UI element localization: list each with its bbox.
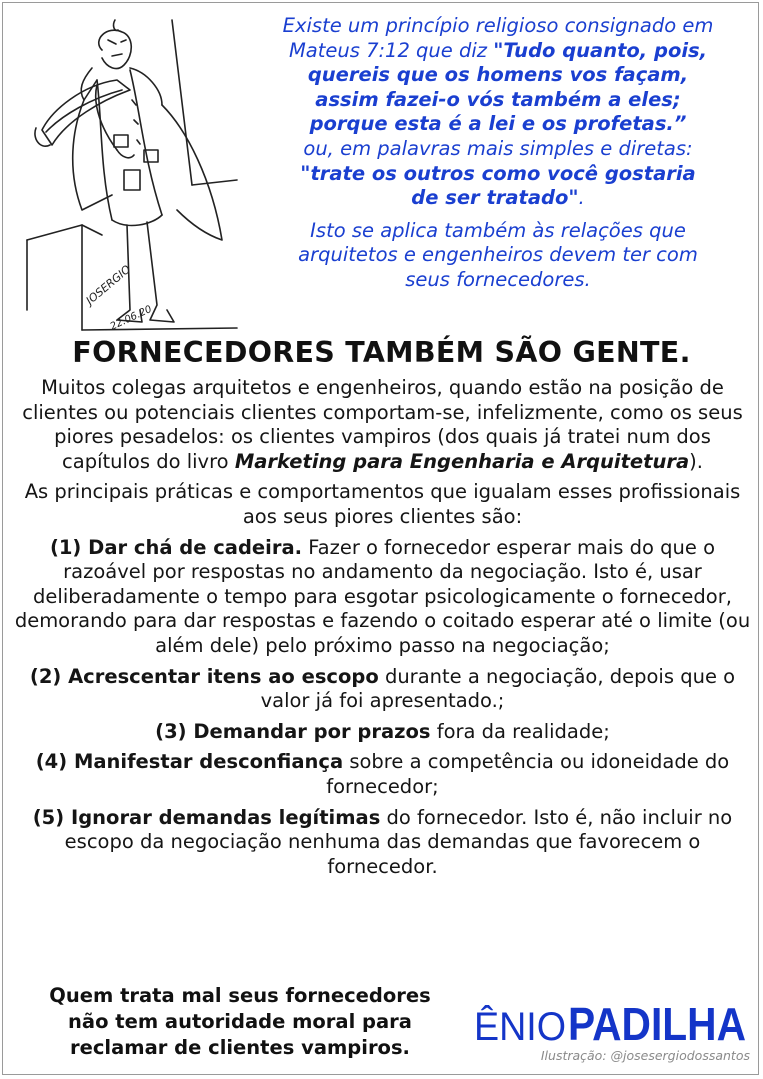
paragraph-intro: Muitos colegas arquitetos e engenheiros, quando estão na posição de clientes ou potenciais clientes comportam-se, infelizmente, como os seus piores pesadelos: os clientes vampiros (dos quais já tratei num dos capítulos do livro Marketing para Engenharia e Arquitetura).: [22, 376, 743, 473]
enio-padilha-logo: [470, 990, 750, 1052]
logo-part-2: PADILHA: [568, 998, 746, 1050]
quote-line-2: assim fazei-o vós também a eles;: [315, 87, 681, 111]
closing-statement: [10, 983, 470, 1061]
intro-block: [240, 14, 756, 293]
list-item: (4) Manifestar desconfiança sobre a competência ou idoneidade do fornecedor;: [35, 750, 730, 798]
intro-line-2-quote: "Tudo quanto, pois,: [493, 38, 708, 62]
intro-line-2: [240, 39, 756, 64]
quote-line-3: porque esta é a lei e os profetas.”: [309, 112, 687, 136]
quote-line-1: quereis que os homens vos façam,: [307, 63, 689, 87]
article-body: [14, 376, 751, 885]
illustration-date: 22.06.20: [108, 303, 154, 333]
logo-part-1: ÊNIO: [474, 1005, 572, 1049]
book-title: Marketing para Engenharia e Arquitetura: [234, 449, 690, 473]
applies-line-3: seus fornecedores.: [405, 267, 591, 291]
vampire-illustration: [22, 10, 242, 340]
applies-line-1: Isto se aplica também às relações que: [310, 218, 686, 242]
illustration-credit: Ilustração: @josesergiodossantos: [540, 1048, 750, 1063]
list-item: (3) Demandar por prazos fora da realidade;: [155, 719, 610, 743]
list-item: (5) Ignorar demandas legítimas do fornecedor. Isto é, não incluir no escopo da negociação nenhuma das demandas que favorecem o fornecedor.: [32, 805, 733, 878]
closing-line-2: não tem autoridade moral para: [68, 1010, 412, 1033]
page-title: FORNECEDORES TAMBÉM SÃO GENTE.: [72, 336, 691, 369]
applies-line-2: arquitetos e engenheiros devem ter com: [298, 243, 698, 267]
intro-line-1: Existe um princípio religioso consignado em: [282, 14, 714, 37]
intro-line-2-plain: Mateus 7:12 que diz: [288, 38, 494, 62]
list-item: (1) Dar chá de cadeira. Fazer o fornecedor esperar mais do que o razoável por respostas no andamento da negociação. Isto é, usar deliberadamente o tempo para esgotar psicologicamente o fornecedor, demorando para dar respostas e fazendo o coitado esperar até o limite (ou além dele) pelo próximo passo na negociação;: [14, 535, 751, 657]
simple-quote-2: de ser tratado".: [411, 186, 585, 210]
paragraph-practices: As principais práticas e comportamentos que igualam esses profissionais aos seus piores clientes são:: [24, 480, 741, 528]
closing-line-1: Quem trata mal seus fornecedores: [49, 984, 431, 1007]
list-item: (2) Acrescentar itens ao escopo durante a negociação, depois que o valor já foi apresentado.;: [29, 664, 736, 713]
closing-line-3: reclamar de clientes vampiros.: [70, 1036, 410, 1059]
simple-quote-1: "trate os outros como você gostaria: [300, 161, 696, 185]
illustration-signature: JOSERGIO: [83, 262, 134, 308]
simple-line: ou, em palavras mais simples e diretas:: [303, 136, 693, 160]
